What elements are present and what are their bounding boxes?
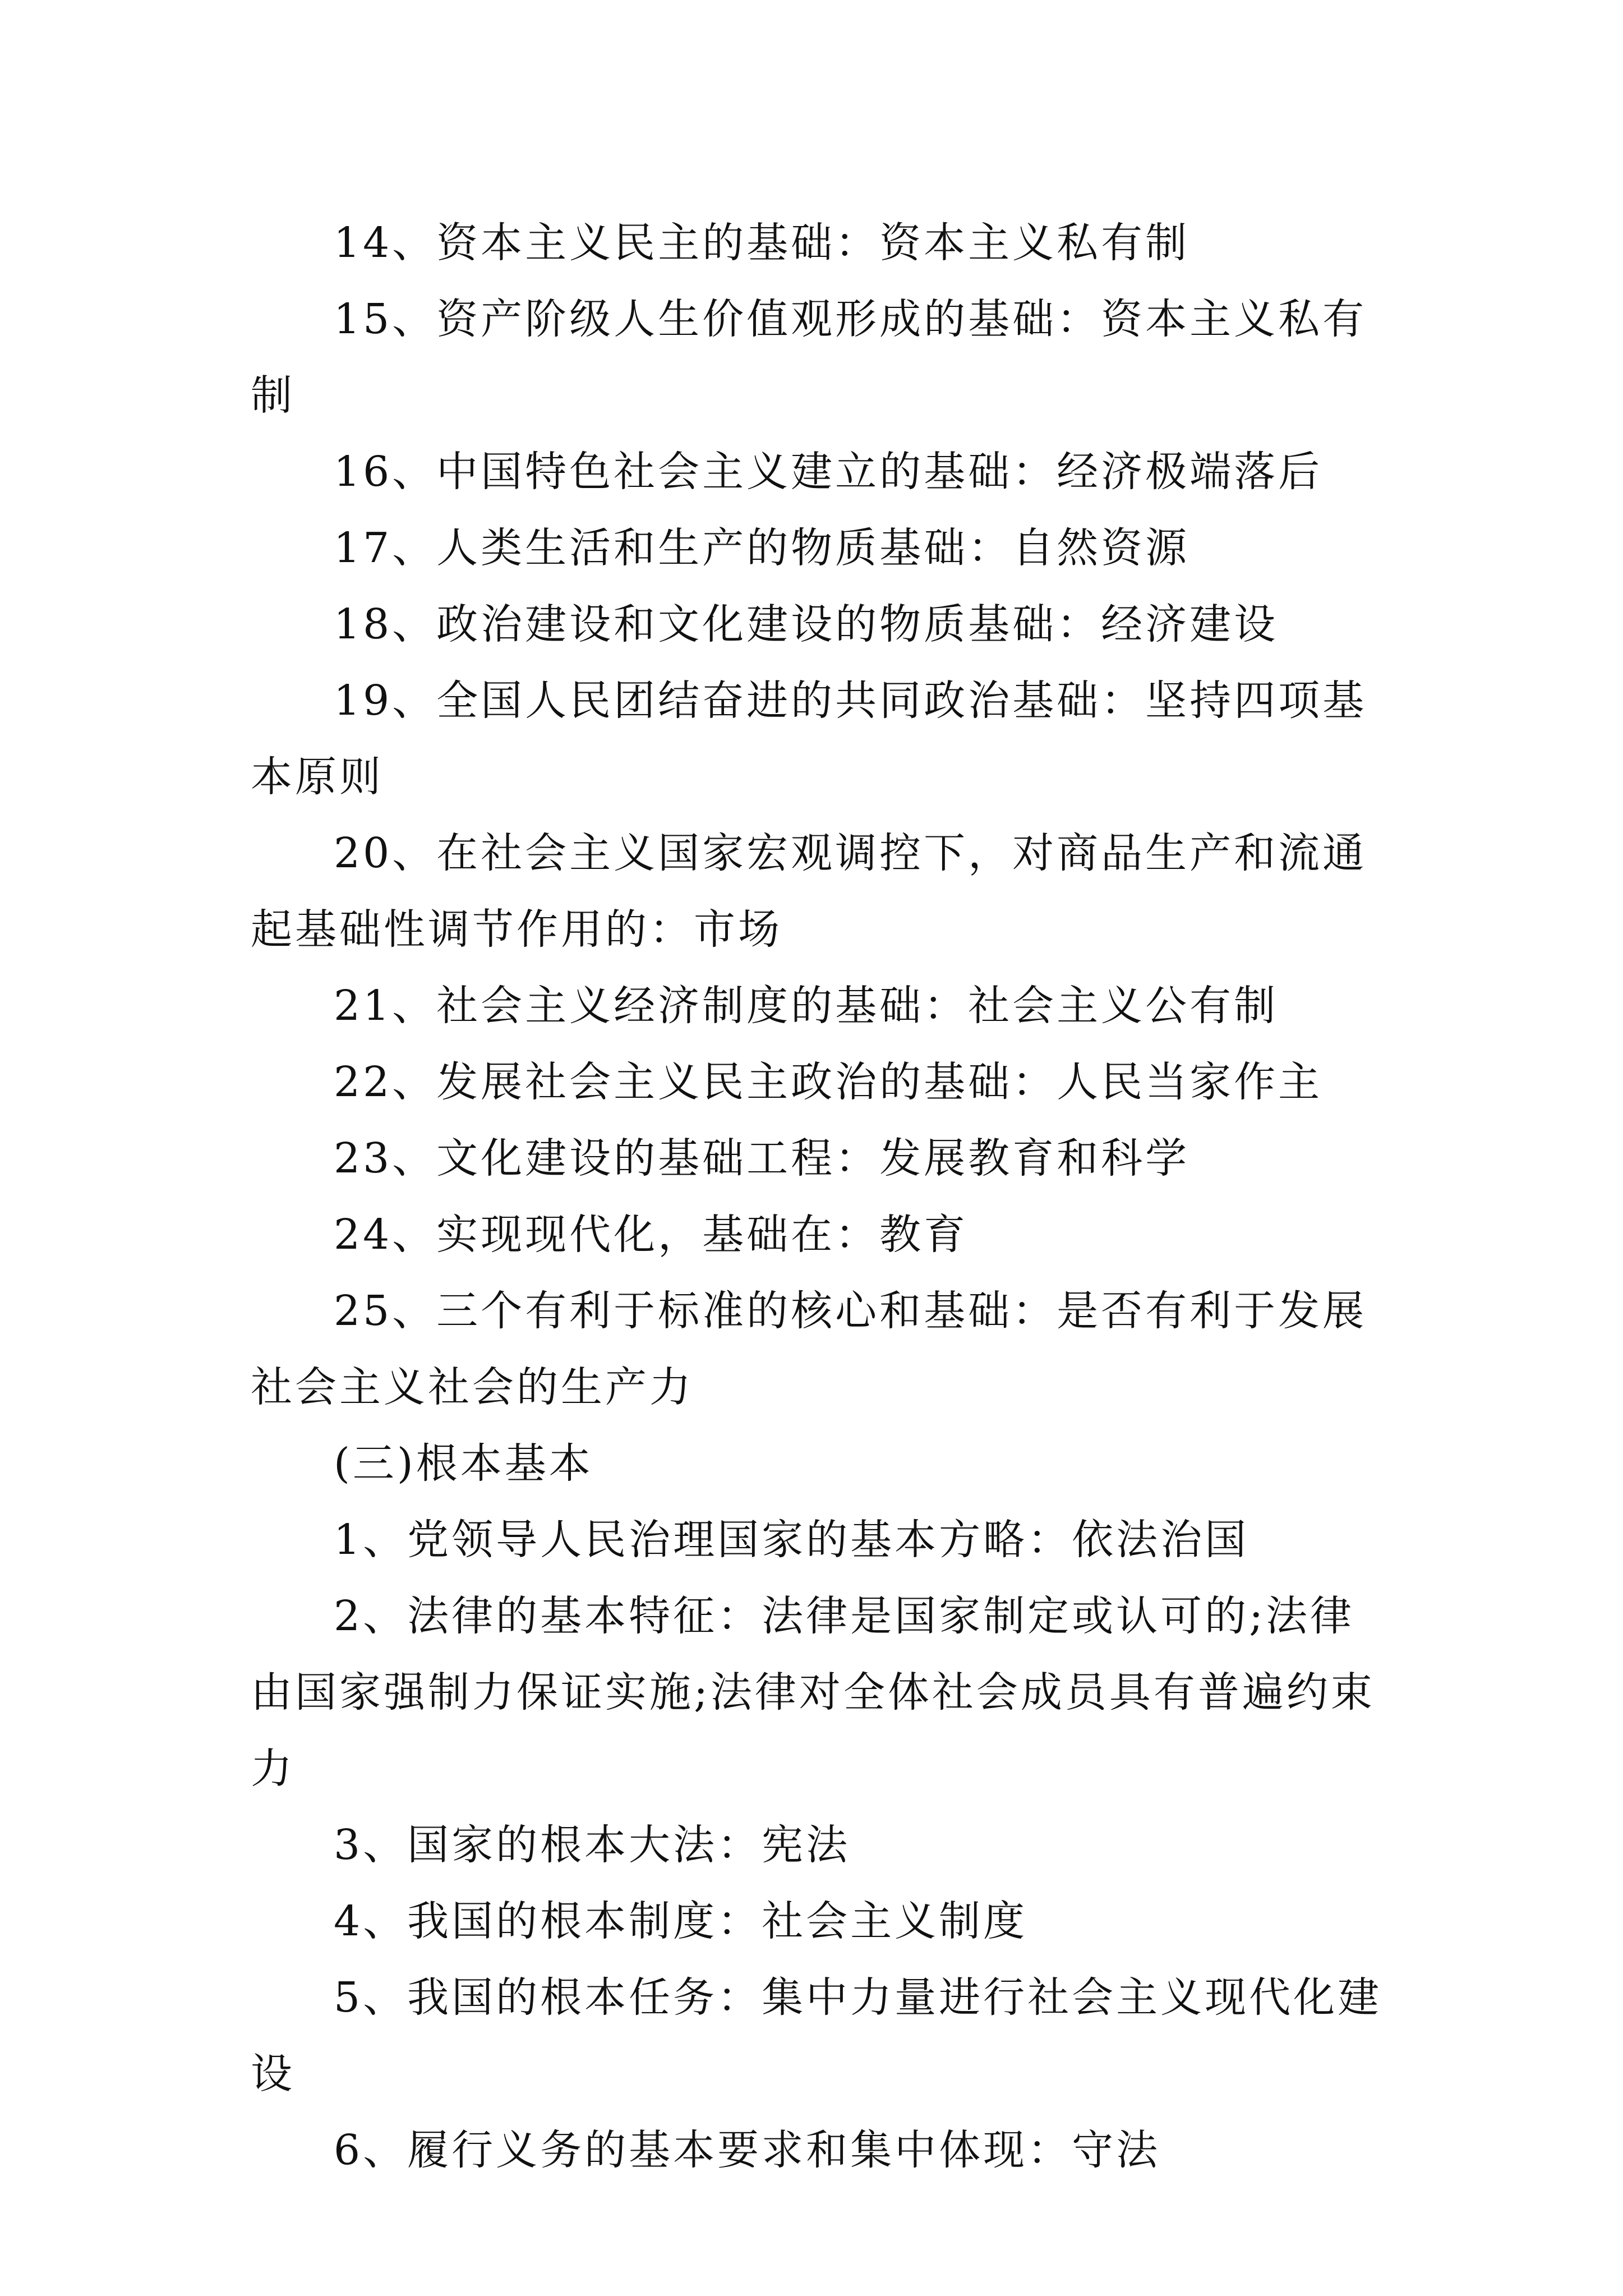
section-heading: (三)根本基本 <box>334 1439 593 1488</box>
paragraph-18: 18、政治建设和文化建设的物质基础：经济建设 <box>334 600 1279 648</box>
paragraph-17: 17、人类生活和生产的物质基础：自然资源 <box>334 524 1190 572</box>
paragraph-25: 25、三个有利于标准的核心和基础：是否有利于发展社会主义社会的生产力 <box>251 1287 1367 1411</box>
paragraph-basic-4: 4、我国的根本制度：社会主义制度 <box>334 1897 1028 1945</box>
paragraph-23: 23、文化建设的基础工程：发展教育和科学 <box>334 1134 1190 1182</box>
paragraph-16: 16、中国特色社会主义建立的基础：经济极端落后 <box>334 448 1323 496</box>
paragraph-basic-5: 5、我国的根本任务：集中力量进行社会主义现代化建设 <box>251 1973 1382 2098</box>
paragraph-15: 15、资产阶级人生价值观形成的基础：资本主义私有制 <box>251 295 1367 420</box>
paragraph-14: 14、资本主义民主的基础：资本主义私有制 <box>334 219 1190 267</box>
paragraph-basic-2: 2、法律的基本特征：法律是国家制定或认可的;法律由国家强制力保证实施;法律对全体社会成员具有普遍约束力 <box>251 1592 1375 1793</box>
paragraph-19: 19、全国人民团结奋进的共同政治基础：坚持四项基本原则 <box>251 677 1367 801</box>
paragraph-24: 24、实现现代化，基础在：教育 <box>334 1211 969 1259</box>
paragraph-22: 22、发展社会主义民主政治的基础：人民当家作主 <box>334 1058 1323 1106</box>
document-body <box>251 205 1393 2188</box>
paragraph-20: 20、在社会主义国家宏观调控下，对商品生产和流通起基础性调节作用的：市场 <box>251 829 1367 954</box>
paragraph-basic-1: 1、党领导人民治理国家的基本方略：依法治国 <box>334 1516 1249 1564</box>
paragraph-basic-3: 3、国家的根本大法：宪法 <box>334 1821 851 1869</box>
paragraph-21: 21、社会主义经济制度的基础：社会主义公有制 <box>334 982 1279 1030</box>
paragraph-basic-6: 6、履行义务的基本要求和集中体现：守法 <box>334 2126 1161 2174</box>
